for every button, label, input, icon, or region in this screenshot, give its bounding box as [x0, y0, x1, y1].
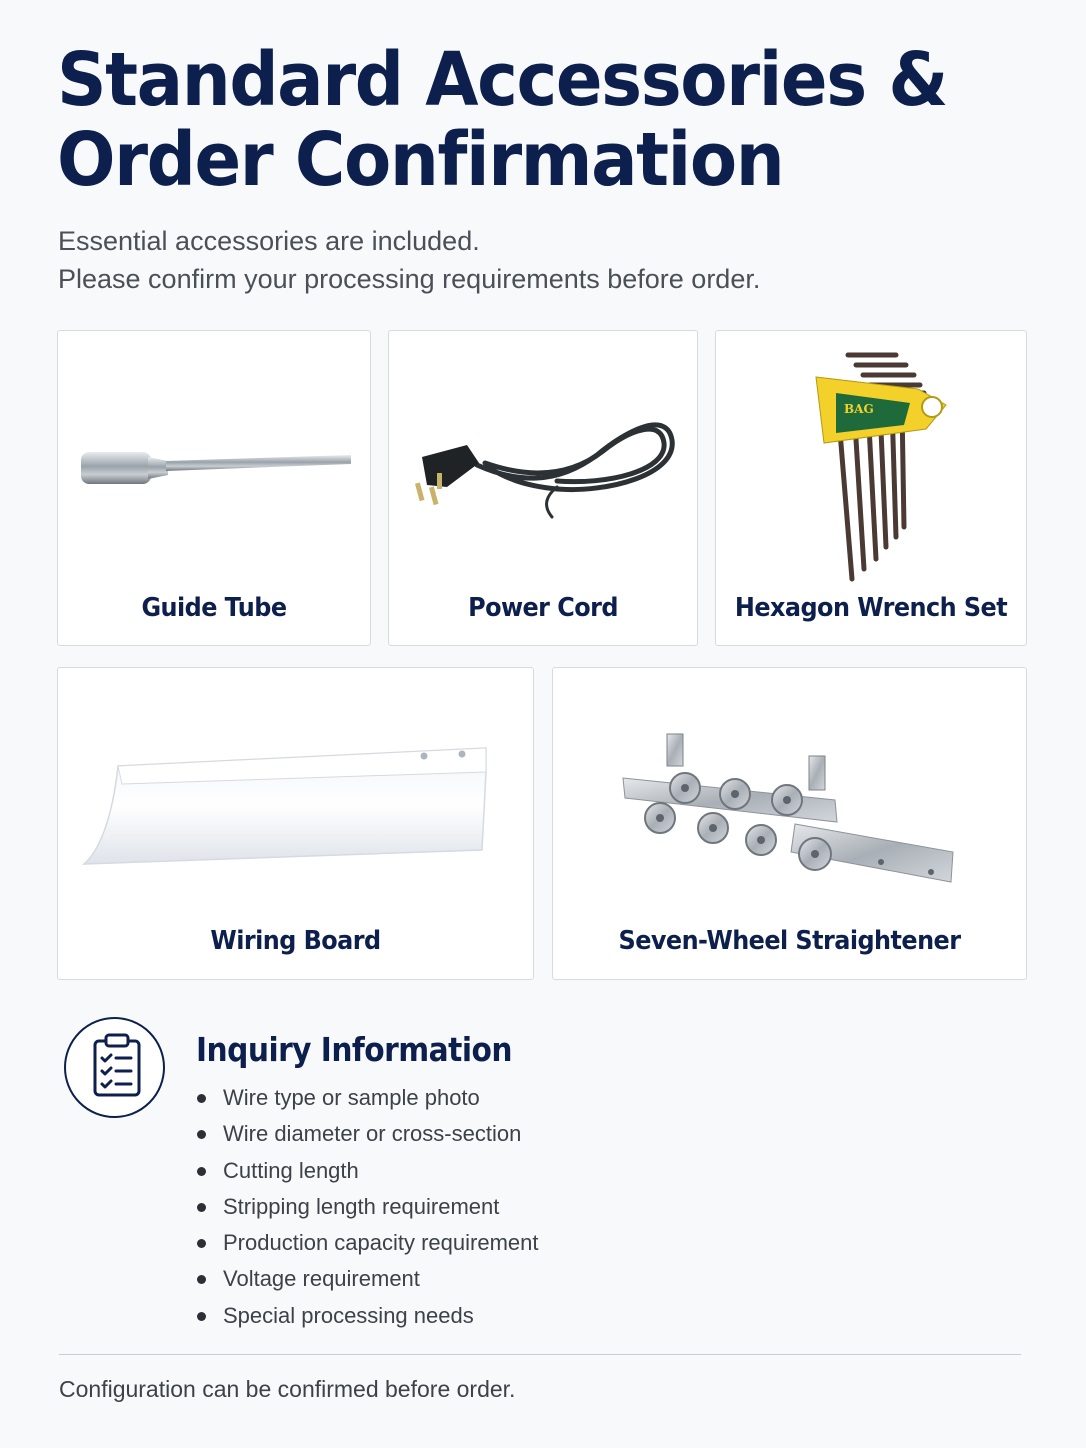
- accessory-card-guide-tube: [57, 330, 371, 646]
- title-line-2: Order Confirmation: [57, 117, 784, 203]
- accessory-label: Power Cord: [468, 593, 618, 623]
- list-item: Cutting length: [196, 1153, 539, 1189]
- wiring-board-image: [78, 742, 498, 872]
- guide-tube-image: [76, 435, 366, 495]
- accessory-label: Guide Tube: [141, 593, 287, 623]
- list-item: Wire type or sample photo: [196, 1080, 539, 1116]
- clipboard-checklist-icon: [64, 1017, 165, 1118]
- list-item: Stripping length requirement: [196, 1189, 539, 1225]
- accessory-card-power-cord: [388, 330, 698, 646]
- accessory-label: Hexagon Wrench Set: [734, 593, 1008, 623]
- title-line-1: Standard Accessories &: [57, 37, 947, 123]
- accessory-label: Wiring Board: [210, 926, 381, 956]
- hex-wrench-set-image: [808, 347, 958, 587]
- list-item: Wire diameter or cross-section: [196, 1116, 539, 1152]
- page-title: [57, 37, 950, 203]
- footer-note: Configuration can be confirmed before order.: [59, 1376, 516, 1402]
- accessory-card-wiring-board: [57, 667, 534, 980]
- page-subtitle: [58, 222, 1018, 298]
- accessory-card-straightener: [552, 667, 1027, 980]
- inquiry-title: Inquiry Information: [196, 1030, 512, 1069]
- subtitle-line-1: Essential accessories are included.: [58, 226, 480, 256]
- brand-text: BAG: [844, 402, 874, 416]
- power-cord-image: [407, 405, 677, 525]
- accessory-card-hex-wrench-set: [715, 330, 1027, 646]
- subtitle-line-2: Please confirm your processing requirements before order.: [58, 264, 761, 294]
- divider: [59, 1354, 1021, 1355]
- inquiry-list: [196, 1080, 539, 1334]
- list-item: Production capacity requirement: [196, 1225, 539, 1261]
- accessory-label: Seven-Wheel Straightener: [618, 926, 961, 956]
- list-item: Voltage requirement: [196, 1261, 539, 1297]
- list-item: Special processing needs: [196, 1298, 539, 1334]
- straightener-image: [615, 726, 965, 896]
